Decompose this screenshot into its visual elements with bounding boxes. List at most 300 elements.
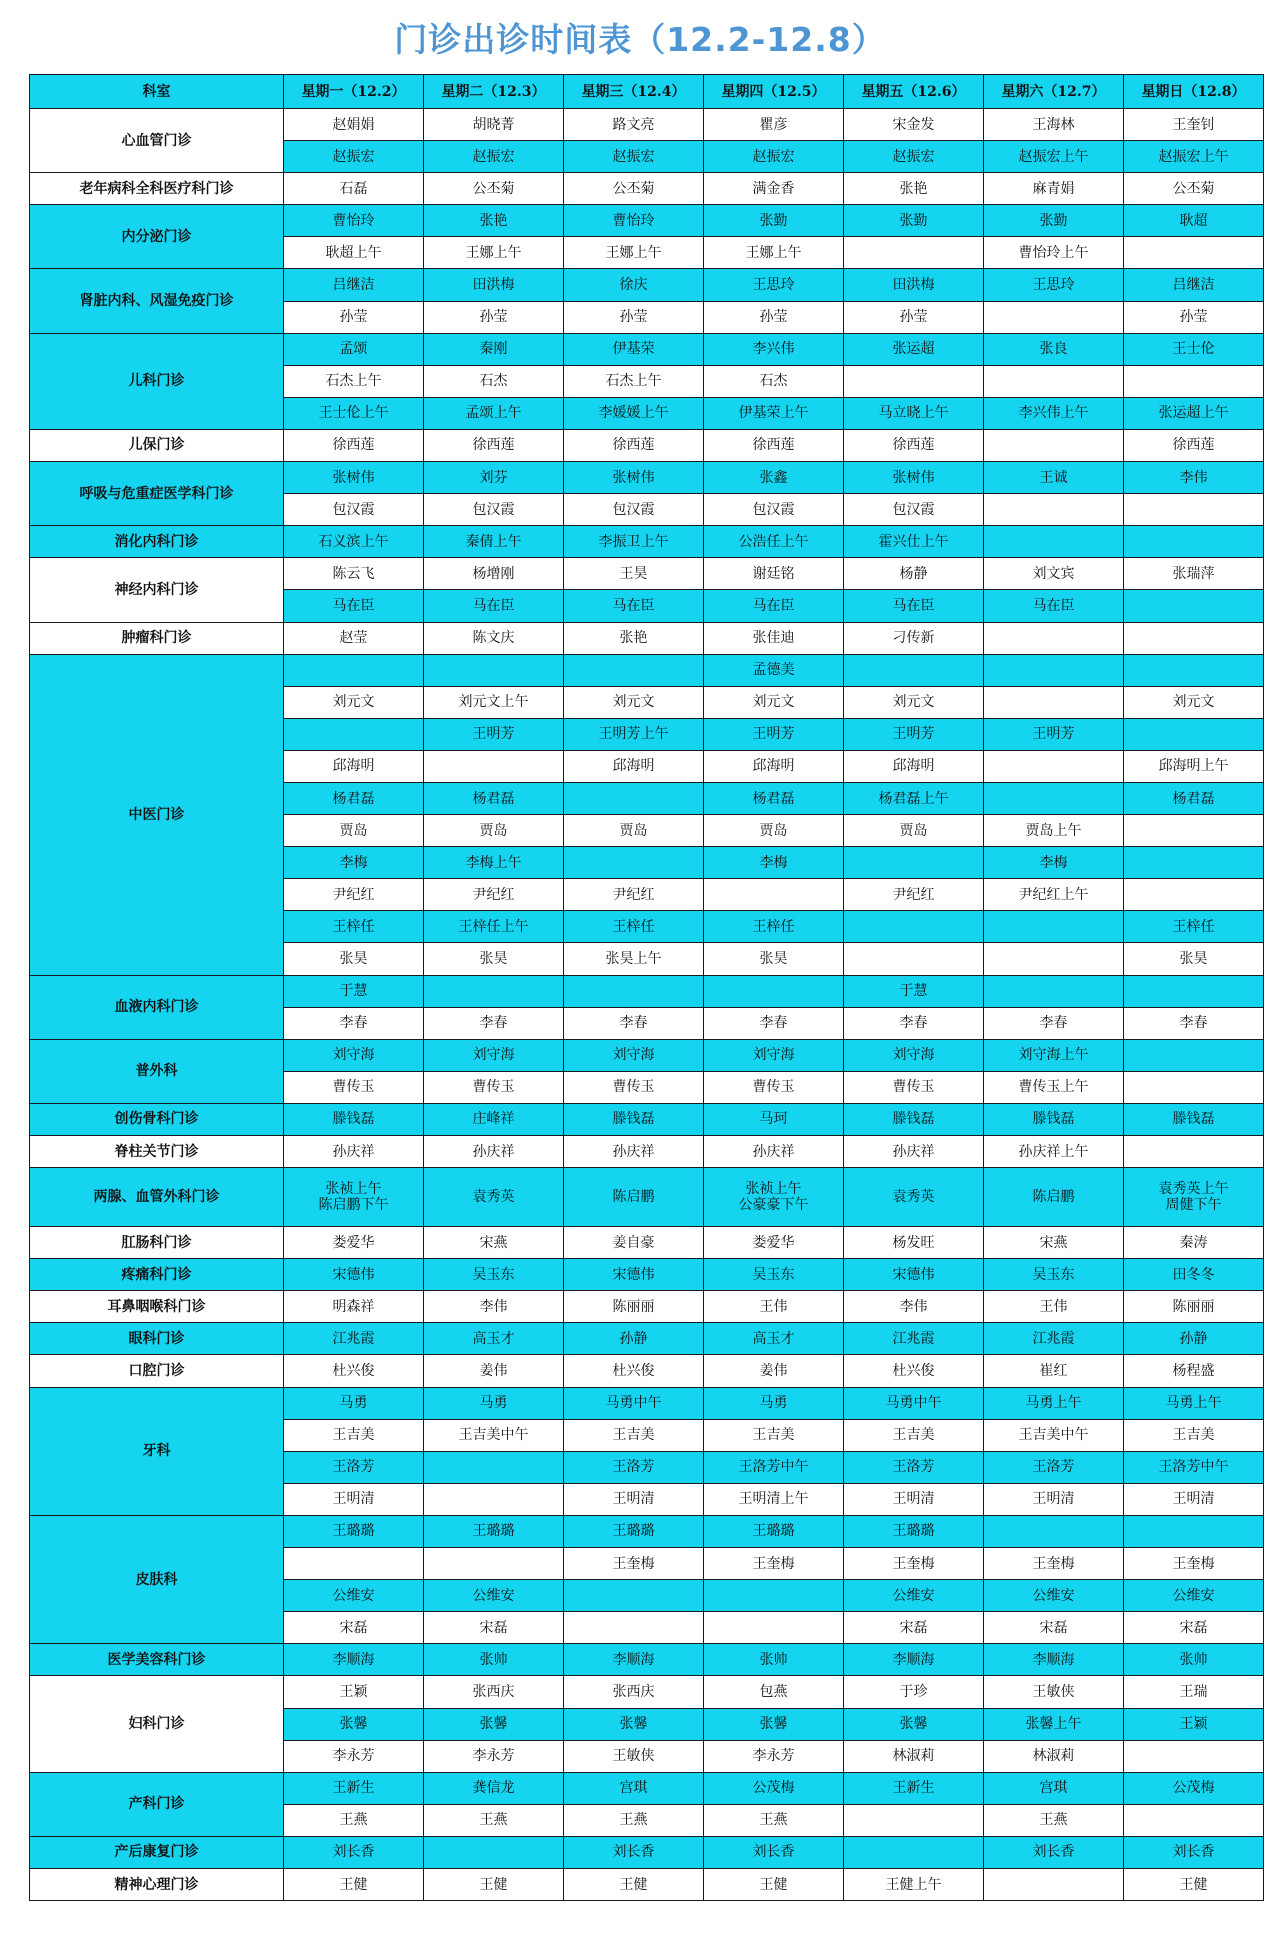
table-row <box>30 526 1264 558</box>
doctor-cell: 张馨上午 <box>984 1708 1124 1740</box>
doctor-cell: 张运超 <box>844 333 984 365</box>
table-row <box>30 1836 1264 1868</box>
doctor-cell: 马勇 <box>704 1387 844 1419</box>
doctor-cell: 王健 <box>564 1868 704 1900</box>
doctor-cell: 刘守海 <box>704 1039 844 1071</box>
doctor-cell: 王奎梅 <box>1124 1548 1264 1580</box>
doctor-cell: 李春 <box>844 1007 984 1039</box>
doctor-cell: 吴玉东 <box>424 1259 564 1291</box>
doctor-cell: 张昊 <box>1124 943 1264 975</box>
doctor-cell: 滕钱磊 <box>564 1103 704 1135</box>
doctor-cell <box>844 365 984 397</box>
doctor-cell: 张西庆 <box>564 1676 704 1708</box>
doctor-cell <box>984 911 1124 943</box>
doctor-cell: 李春 <box>424 1007 564 1039</box>
doctor-cell: 王璐璐 <box>424 1515 564 1547</box>
doctor-cell: 高玉才 <box>424 1323 564 1355</box>
doctor-cell: 王颖 <box>1124 1708 1264 1740</box>
doctor-cell: 王吉美 <box>1124 1419 1264 1451</box>
doctor-cell: 王明芳 <box>424 718 564 750</box>
doctor-cell: 刘文宾 <box>984 558 1124 590</box>
doctor-cell: 孟颂 <box>284 333 424 365</box>
department-cell: 内分泌门诊 <box>30 205 284 269</box>
doctor-cell <box>844 1804 984 1836</box>
doctor-cell <box>844 847 984 879</box>
doctor-cell: 李春 <box>984 1007 1124 1039</box>
doctor-cell: 张帅 <box>424 1644 564 1676</box>
department-cell: 医学美容科门诊 <box>30 1644 284 1676</box>
doctor-cell: 孙庆祥 <box>844 1136 984 1168</box>
doctor-cell <box>1124 654 1264 686</box>
doctor-cell: 李梅上午 <box>424 847 564 879</box>
doctor-cell: 张昊 <box>424 943 564 975</box>
doctor-cell: 王洛芳中午 <box>704 1451 844 1483</box>
doctor-cell: 满金香 <box>704 173 844 205</box>
doctor-cell: 宋磊 <box>424 1612 564 1644</box>
doctor-cell: 王明芳 <box>704 718 844 750</box>
table-row <box>30 1227 1264 1259</box>
table-row <box>30 1039 1264 1071</box>
doctor-cell: 娄爱华 <box>284 1227 424 1259</box>
table-row <box>30 269 1264 301</box>
doctor-cell: 石杰 <box>704 365 844 397</box>
doctor-cell: 刘元文上午 <box>424 686 564 718</box>
doctor-cell: 王明芳 <box>844 718 984 750</box>
doctor-cell: 王璐璐 <box>284 1515 424 1547</box>
header-day: 星期日（12.8） <box>1124 75 1264 109</box>
doctor-cell <box>1124 847 1264 879</box>
doctor-cell: 包汉霞 <box>424 494 564 526</box>
page-title: 门诊出诊时间表（12.2-12.8） <box>394 20 886 59</box>
doctor-cell <box>564 654 704 686</box>
doctor-cell <box>984 782 1124 814</box>
header-day: 星期四（12.5） <box>704 75 844 109</box>
department-cell: 儿科门诊 <box>30 333 284 429</box>
doctor-cell <box>984 686 1124 718</box>
doctor-cell: 邱海明 <box>704 750 844 782</box>
doctor-cell: 尹纪红 <box>284 879 424 911</box>
doctor-cell: 王健 <box>284 1868 424 1900</box>
doctor-cell: 袁秀英 <box>424 1168 564 1227</box>
doctor-cell <box>1124 1804 1264 1836</box>
doctor-cell <box>564 975 704 1007</box>
doctor-cell: 石杰上午 <box>564 365 704 397</box>
doctor-cell: 杨君磊 <box>704 782 844 814</box>
doctor-cell: 张艳 <box>424 205 564 237</box>
table-row <box>30 1259 1264 1291</box>
header-day: 星期二（12.3） <box>424 75 564 109</box>
doctor-cell: 江兆霞 <box>284 1323 424 1355</box>
doctor-cell <box>1124 622 1264 654</box>
doctor-cell: 贾岛 <box>844 815 984 847</box>
doctor-cell: 吴玉东 <box>984 1259 1124 1291</box>
doctor-cell: 王奎梅 <box>564 1548 704 1580</box>
doctor-cell <box>284 1548 424 1580</box>
doctor-cell: 宋磊 <box>984 1612 1124 1644</box>
doctor-cell: 李伟 <box>1124 462 1264 494</box>
doctor-cell: 王梓任 <box>704 911 844 943</box>
doctor-cell: 马勇上午 <box>984 1387 1124 1419</box>
department-cell: 疼痛科门诊 <box>30 1259 284 1291</box>
doctor-cell: 王健 <box>1124 1868 1264 1900</box>
department-cell: 消化内科门诊 <box>30 526 284 558</box>
doctor-cell: 王思玲 <box>704 269 844 301</box>
doctor-cell: 刘守海 <box>424 1039 564 1071</box>
doctor-cell: 石杰上午 <box>284 365 424 397</box>
doctor-cell: 王洛芳中午 <box>1124 1451 1264 1483</box>
doctor-cell: 林淑莉 <box>984 1740 1124 1772</box>
department-cell: 肛肠科门诊 <box>30 1227 284 1259</box>
doctor-cell: 张良 <box>984 333 1124 365</box>
doctor-cell <box>1124 1136 1264 1168</box>
doctor-cell <box>984 301 1124 333</box>
doctor-cell: 马在臣 <box>704 590 844 622</box>
doctor-cell: 王燕 <box>424 1804 564 1836</box>
doctor-cell: 公浩任上午 <box>704 526 844 558</box>
doctor-cell: 李兴伟 <box>704 333 844 365</box>
doctor-cell: 孙静 <box>564 1323 704 1355</box>
doctor-cell: 王健 <box>424 1868 564 1900</box>
doctor-cell: 尹纪红上午 <box>984 879 1124 911</box>
doctor-cell: 王明清 <box>844 1483 984 1515</box>
department-cell: 皮肤科 <box>30 1515 284 1643</box>
table-row <box>30 975 1264 1007</box>
doctor-cell <box>1124 1740 1264 1772</box>
doctor-cell: 张西庆 <box>424 1676 564 1708</box>
doctor-cell <box>564 1580 704 1612</box>
doctor-cell: 包汉霞 <box>844 494 984 526</box>
doctor-cell <box>424 750 564 782</box>
doctor-cell <box>704 1580 844 1612</box>
table-row <box>30 1676 1264 1708</box>
doctor-cell: 耿超 <box>1124 205 1264 237</box>
department-cell: 肾脏内科、风湿免疫门诊 <box>30 269 284 333</box>
doctor-cell: 陈启鹏 <box>984 1168 1124 1227</box>
doctor-cell: 王奎梅 <box>984 1548 1124 1580</box>
doctor-cell: 吕继洁 <box>284 269 424 301</box>
doctor-cell: 赵莹 <box>284 622 424 654</box>
department-cell: 呼吸与危重症医学科门诊 <box>30 462 284 526</box>
doctor-cell <box>984 943 1124 975</box>
doctor-cell <box>1124 526 1264 558</box>
doctor-cell <box>984 1868 1124 1900</box>
doctor-cell <box>1124 975 1264 1007</box>
doctor-cell <box>1124 590 1264 622</box>
doctor-cell: 徐西莲 <box>564 429 704 461</box>
department-cell: 创伤骨科门诊 <box>30 1103 284 1135</box>
doctor-cell: 林淑莉 <box>844 1740 984 1772</box>
table-row <box>30 1515 1264 1547</box>
doctor-cell: 邱海明 <box>844 750 984 782</box>
doctor-cell: 尹纪红 <box>424 879 564 911</box>
doctor-cell: 贾岛 <box>704 815 844 847</box>
doctor-cell: 龚信龙 <box>424 1772 564 1804</box>
table-row <box>30 109 1264 141</box>
doctor-cell: 贾岛上午 <box>984 815 1124 847</box>
doctor-cell: 公丕菊 <box>1124 173 1264 205</box>
doctor-cell <box>704 975 844 1007</box>
doctor-cell <box>1124 1039 1264 1071</box>
doctor-cell: 邱海明上午 <box>1124 750 1264 782</box>
doctor-cell: 张祯上午 公豪豪下午 <box>704 1168 844 1227</box>
department-cell: 脊柱关节门诊 <box>30 1136 284 1168</box>
doctor-cell: 刘守海 <box>284 1039 424 1071</box>
doctor-cell: 田洪梅 <box>424 269 564 301</box>
doctor-cell: 公丕菊 <box>424 173 564 205</box>
doctor-cell <box>984 750 1124 782</box>
table-row <box>30 1136 1264 1168</box>
doctor-cell: 公丕菊 <box>564 173 704 205</box>
doctor-cell: 李梅 <box>284 847 424 879</box>
doctor-cell: 张运超上午 <box>1124 397 1264 429</box>
doctor-cell: 孙庆祥 <box>424 1136 564 1168</box>
doctor-cell <box>424 1836 564 1868</box>
doctor-cell: 吴玉东 <box>704 1259 844 1291</box>
doctor-cell: 王梓任 <box>1124 911 1264 943</box>
department-cell: 心血管门诊 <box>30 109 284 173</box>
department-cell: 肿瘤科门诊 <box>30 622 284 654</box>
doctor-cell: 马勇中午 <box>844 1387 984 1419</box>
doctor-cell: 杨增刚 <box>424 558 564 590</box>
doctor-cell: 江兆霞 <box>984 1323 1124 1355</box>
doctor-cell: 姜伟 <box>424 1355 564 1387</box>
doctor-cell <box>844 943 984 975</box>
schedule-table <box>29 74 1264 1901</box>
doctor-cell: 杜兴俊 <box>844 1355 984 1387</box>
doctor-cell: 赵振宏 <box>564 141 704 173</box>
table-row <box>30 205 1264 237</box>
doctor-cell: 曹传玉 <box>564 1071 704 1103</box>
doctor-cell: 马在臣 <box>844 590 984 622</box>
doctor-cell: 陈启鹏 <box>564 1168 704 1227</box>
doctor-cell: 王璐璐 <box>844 1515 984 1547</box>
doctor-cell: 王燕 <box>284 1804 424 1836</box>
doctor-cell <box>424 975 564 1007</box>
doctor-cell: 麻青娟 <box>984 173 1124 205</box>
doctor-cell: 赵振宏上午 <box>984 141 1124 173</box>
doctor-cell: 王士伦 <box>1124 333 1264 365</box>
doctor-cell: 宋磊 <box>284 1612 424 1644</box>
doctor-cell: 公维安 <box>844 1580 984 1612</box>
doctor-cell: 宋磊 <box>1124 1612 1264 1644</box>
doctor-cell: 曹怡玲 <box>284 205 424 237</box>
doctor-cell: 胡晓菁 <box>424 109 564 141</box>
table-row <box>30 1323 1264 1355</box>
doctor-cell: 王奎梅 <box>704 1548 844 1580</box>
doctor-cell: 孙庆祥 <box>284 1136 424 1168</box>
table-row <box>30 1387 1264 1419</box>
doctor-cell <box>424 654 564 686</box>
doctor-cell: 伊基荣 <box>564 333 704 365</box>
doctor-cell: 袁秀英 <box>844 1168 984 1227</box>
table-row <box>30 654 1264 686</box>
doctor-cell: 张佳迪 <box>704 622 844 654</box>
department-cell: 产后康复门诊 <box>30 1836 284 1868</box>
table-row <box>30 1168 1264 1227</box>
table-row <box>30 1644 1264 1676</box>
doctor-cell: 王璐璐 <box>704 1515 844 1547</box>
doctor-cell: 刘守海 <box>564 1039 704 1071</box>
doctor-cell <box>704 879 844 911</box>
doctor-cell: 赵振宏 <box>844 141 984 173</box>
doctor-cell <box>1124 1071 1264 1103</box>
department-cell: 普外科 <box>30 1039 284 1103</box>
doctor-cell: 李伟 <box>844 1291 984 1323</box>
doctor-cell: 滕钱磊 <box>284 1103 424 1135</box>
doctor-cell: 马勇 <box>424 1387 564 1419</box>
doctor-cell: 包汉霞 <box>564 494 704 526</box>
doctor-cell: 刘元文 <box>844 686 984 718</box>
doctor-cell: 孙庆祥 <box>704 1136 844 1168</box>
doctor-cell: 田洪梅 <box>844 269 984 301</box>
doctor-cell: 刘长香 <box>704 1836 844 1868</box>
doctor-cell: 张昊上午 <box>564 943 704 975</box>
doctor-cell: 张勤 <box>984 205 1124 237</box>
header-day: 星期六（12.7） <box>984 75 1124 109</box>
doctor-cell: 姜伟 <box>704 1355 844 1387</box>
doctor-cell: 刘守海上午 <box>984 1039 1124 1071</box>
doctor-cell: 王明清 <box>284 1483 424 1515</box>
doctor-cell: 秦涛 <box>1124 1227 1264 1259</box>
doctor-cell <box>424 1483 564 1515</box>
table-row <box>30 173 1264 205</box>
department-cell: 老年病科全科医疗科门诊 <box>30 173 284 205</box>
department-cell: 产科门诊 <box>30 1772 284 1836</box>
doctor-cell: 公维安 <box>984 1580 1124 1612</box>
doctor-cell: 马立晓上午 <box>844 397 984 429</box>
doctor-cell: 王璐璐 <box>564 1515 704 1547</box>
doctor-cell <box>984 622 1124 654</box>
doctor-cell: 石杰 <box>424 365 564 397</box>
doctor-cell: 徐西莲 <box>284 429 424 461</box>
doctor-cell: 曹传玉 <box>284 1071 424 1103</box>
doctor-cell: 李春 <box>1124 1007 1264 1039</box>
doctor-cell: 尹纪红 <box>844 879 984 911</box>
doctor-cell <box>984 526 1124 558</box>
doctor-cell <box>424 1451 564 1483</box>
doctor-cell: 王士伦上午 <box>284 397 424 429</box>
doctor-cell: 杨发旺 <box>844 1227 984 1259</box>
doctor-cell: 徐西莲 <box>844 429 984 461</box>
doctor-cell <box>564 782 704 814</box>
doctor-cell: 刘元文 <box>704 686 844 718</box>
doctor-cell: 李顺海 <box>984 1644 1124 1676</box>
doctor-cell <box>1124 815 1264 847</box>
doctor-cell <box>1124 494 1264 526</box>
doctor-cell: 曹传玉 <box>704 1071 844 1103</box>
doctor-cell <box>1124 879 1264 911</box>
doctor-cell: 陈丽丽 <box>564 1291 704 1323</box>
doctor-cell: 邱海明 <box>564 750 704 782</box>
doctor-cell: 王梓任上午 <box>424 911 564 943</box>
doctor-cell: 王吉美 <box>844 1419 984 1451</box>
doctor-cell: 徐西莲 <box>1124 429 1264 461</box>
doctor-cell <box>844 1836 984 1868</box>
doctor-cell: 路文亮 <box>564 109 704 141</box>
doctor-cell: 田冬冬 <box>1124 1259 1264 1291</box>
doctor-cell: 李春 <box>704 1007 844 1039</box>
doctor-cell: 王健上午 <box>844 1868 984 1900</box>
doctor-cell: 杨君磊 <box>284 782 424 814</box>
doctor-cell: 张昊 <box>704 943 844 975</box>
doctor-cell <box>564 847 704 879</box>
doctor-cell: 江兆霞 <box>844 1323 984 1355</box>
doctor-cell: 王娜上午 <box>704 237 844 269</box>
doctor-cell: 马勇中午 <box>564 1387 704 1419</box>
doctor-cell <box>1124 365 1264 397</box>
doctor-cell <box>844 911 984 943</box>
doctor-cell: 马在臣 <box>284 590 424 622</box>
doctor-cell: 曹传玉 <box>424 1071 564 1103</box>
doctor-cell: 张馨 <box>704 1708 844 1740</box>
doctor-cell: 张馨 <box>564 1708 704 1740</box>
doctor-cell: 赵振宏 <box>424 141 564 173</box>
doctor-cell: 王吉美中午 <box>984 1419 1124 1451</box>
doctor-cell: 赵振宏 <box>704 141 844 173</box>
doctor-cell: 赵振宏 <box>284 141 424 173</box>
doctor-cell: 陈文庆 <box>424 622 564 654</box>
doctor-cell: 孙庆祥上午 <box>984 1136 1124 1168</box>
header-department: 科室 <box>30 75 284 109</box>
doctor-cell: 吕继洁 <box>1124 269 1264 301</box>
doctor-cell: 贾岛 <box>424 815 564 847</box>
doctor-cell: 杨程盛 <box>1124 1355 1264 1387</box>
doctor-cell: 王瑞 <box>1124 1676 1264 1708</box>
doctor-cell: 包汉霞 <box>284 494 424 526</box>
doctor-cell <box>984 429 1124 461</box>
doctor-cell: 尹纪红 <box>564 879 704 911</box>
doctor-cell: 王颖 <box>284 1676 424 1708</box>
doctor-cell: 张勤 <box>704 205 844 237</box>
department-cell: 牙科 <box>30 1387 284 1515</box>
doctor-cell: 王燕 <box>704 1804 844 1836</box>
doctor-cell: 明森祥 <box>284 1291 424 1323</box>
doctor-cell: 高玉才 <box>704 1323 844 1355</box>
doctor-cell: 王昊 <box>564 558 704 590</box>
doctor-cell: 徐西莲 <box>704 429 844 461</box>
doctor-cell: 王洛芳 <box>564 1451 704 1483</box>
doctor-cell: 李伟 <box>424 1291 564 1323</box>
table-row <box>30 429 1264 461</box>
doctor-cell <box>1124 718 1264 750</box>
doctor-cell: 曹传玉 <box>844 1071 984 1103</box>
department-cell: 精神心理门诊 <box>30 1868 284 1900</box>
doctor-cell: 王洛芳 <box>984 1451 1124 1483</box>
doctor-cell: 滕钱磊 <box>844 1103 984 1135</box>
doctor-cell: 于慧 <box>844 975 984 1007</box>
doctor-cell: 孙莹 <box>424 301 564 333</box>
doctor-cell: 王新生 <box>284 1772 424 1804</box>
header-day: 星期三（12.4） <box>564 75 704 109</box>
doctor-cell: 滕钱磊 <box>984 1103 1124 1135</box>
doctor-cell <box>984 1515 1124 1547</box>
doctor-cell: 李永芳 <box>424 1740 564 1772</box>
doctor-cell: 张勤 <box>844 205 984 237</box>
doctor-cell: 姜自豪 <box>564 1227 704 1259</box>
doctor-cell: 王奎钊 <box>1124 109 1264 141</box>
doctor-cell: 袁秀英上午 周健下午 <box>1124 1168 1264 1227</box>
doctor-cell: 王明清 <box>984 1483 1124 1515</box>
doctor-cell: 张馨 <box>844 1708 984 1740</box>
doctor-cell: 刘元文 <box>564 686 704 718</box>
doctor-cell: 孙莹 <box>1124 301 1264 333</box>
doctor-cell: 宋燕 <box>984 1227 1124 1259</box>
doctor-cell <box>984 975 1124 1007</box>
doctor-cell: 庄峰祥 <box>424 1103 564 1135</box>
department-cell: 口腔门诊 <box>30 1355 284 1387</box>
doctor-cell: 张昊 <box>284 943 424 975</box>
doctor-cell: 刘元文 <box>1124 686 1264 718</box>
